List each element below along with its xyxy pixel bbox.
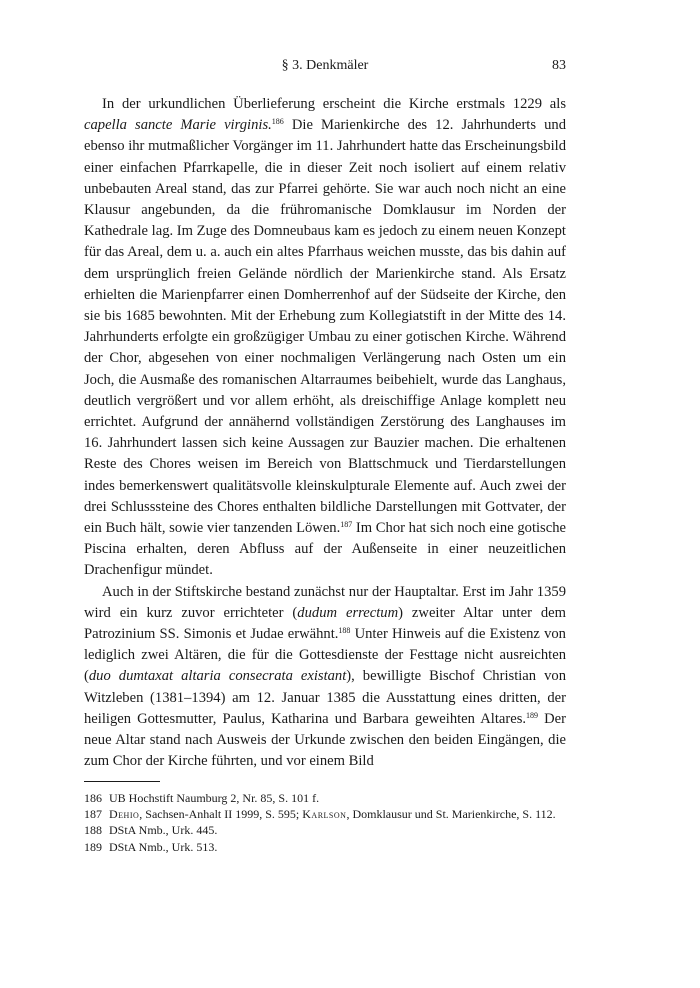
footnote-ref-188[interactable]: 188 [338,626,351,636]
footnote-text: UB Hochstift Naumburg 2, Nr. 85, S. 101 f. [109,790,320,805]
text-run: ), bewilligte Bischof Christian von Witzleben (1381–1394) am 12. Januar 1385 die Ausstattung eines dritten, der heiligen Gottesmutter, Paulus, Katharina und Barbara geweihten Altares. [84,668,566,727]
footnote-186 [84,790,566,806]
latin-quote: duo dumtaxat altaria consecrata existant [88,668,347,685]
footnote-ref-186[interactable]: 186 [271,117,284,127]
footnote-text [109,806,566,822]
paragraph-1 [84,94,566,582]
footnote-ref-189[interactable]: 189 [526,710,539,720]
footnote-188 [84,822,566,838]
footnote-text: DStA Nmb., Urk. 513. [109,839,218,854]
text-run: Der neue Altar stand nach Ausweis der Urkunde zwischen den beiden Eingängen, die zum Chor der Kirche führten, und vor einem Bild [84,710,566,770]
text-run: , Sachsen-Anhalt II 1999, S. 595; [139,806,303,821]
text-run: ) zweiter Altar unter dem Patrozinium SS. Simonis et Judae erwähnt. [84,604,567,643]
footnote-number: 188 [84,823,102,838]
book-page [84,58,566,855]
footnote-ref-187[interactable]: 187 [340,520,353,530]
text-run: Die Marienkirche des 12. Jahrhunderts und ebenso ihr mutmaßlicher Vorgänger im 11. Jahrhundert hatte das Erscheinungsbild einer einfachen Pfarrkapelle, die in dieser Zeit noch isoliert auf einem relativ unbebauten Areal stand, das zur Pfarrei gehörte. Sie war auch noch nicht an eine Klausur angebunden, da die frühromanische Domklausur im Norden der Kathedrale lag. Im Zuge des Domneubaus kam es jedoch zu einem neuen Konzept für das Areal, dem u. a. auch ein altes Pfarrhaus weichen musste, das bis dahin auf dem ursprünglich freien Gelände nördlich der Marienkirche stand. Als Ersatz erhielten die Marienpfarrer einen Domherrenhof auf der Südseite der Kirche, den sie bis 1685 bewohnten. Mit der Erhebung zum Kollegiatstift in der Mitte des 14. Jahrhunderts erfolgte ein großzügiger Umbau zu einer gotischen Kirche. Während der Chor, abgesehen von einer nochmaligen Verlängerung nach Osten um ein Joch, die Ausmaße des romanischen Altarraumes beibehielt, wurde das Langhaus, deutlich vergrößert und vor allem erhöht, als dreischiffige Anlage komplett neu errichtet. Aufgrund der annähernd vollständigen Zerstörung des Langhauses im 16. Jahrhundert lassen sich keine Aussagen zur Bauzier machen. Die erhaltenen Reste des Chores weisen im Bereich von Blattschmuck und Tierdarstellungen indes bemerkenswert qualitätsvolle kleinskulpturale Elemente auf. Auch zwei der drei Schlusssteine des Chores enthalten bildliche Darstellungen mit Gottvater, der ein Buch hält, sowie vier tanzenden Löwen. [84,117,566,537]
text-run: , Domklausur und St. Marienkirche, S. 112. [346,806,556,821]
running-head [84,58,566,78]
body-text [84,94,566,773]
footnote-187 [84,806,566,822]
latin-quote: capella sancte Marie virginis. [84,117,272,134]
author-name: Dehio [109,806,140,821]
footnote-number: 186 [84,790,102,805]
text-run: In der urkundlichen Überlieferung erscheint die Kirche erstmals 1229 als [102,96,566,112]
footnote-rule [84,781,160,782]
latin-quote: dudum errectum [297,604,399,621]
footnote-text: DStA Nmb., Urk. 445. [109,823,218,838]
footnote-number: 187 [84,806,102,821]
footnotes [84,790,566,856]
footnote-number: 189 [84,839,102,854]
running-title: § 3. Denkmäler [281,58,369,73]
text-run: Im Chor hat sich noch eine gotische Piscina erhalten, deren Abfluss auf der Außenseite in einer neuzeitlichen Drachenfigur mündet. [84,520,566,579]
author-name: Karlson [302,806,347,821]
paragraph-2 [84,582,566,773]
footnote-189 [84,839,566,855]
text-run: Unter Hinweis auf die Existenz von lediglich zwei Altären, die für die Gottesdienste der Festtage nicht ausreichten ( [84,626,566,685]
page-number: 83 [552,58,566,73]
text-run: Auch in der Stiftskirche bestand zunächst nur der Hauptaltar. Erst im Jahr 1359 wird ein kurz zuvor errichteter ( [84,583,566,621]
